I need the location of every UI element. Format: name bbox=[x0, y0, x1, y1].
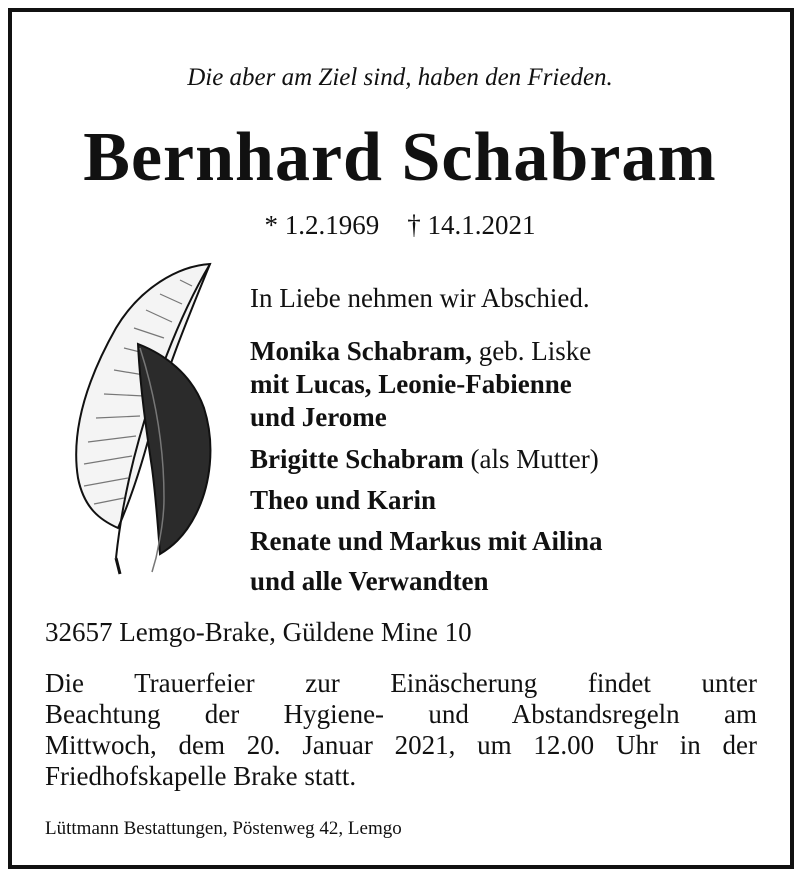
service-line: Friedhofskapelle Brake statt. bbox=[45, 761, 357, 791]
undertaker-line: Lüttmann Bestattungen, Pöstenweg 42, Lemgo bbox=[45, 818, 402, 839]
family-line-relatives bbox=[250, 566, 489, 597]
renate-markus-names: Renate und Markus mit Ailina bbox=[250, 526, 603, 556]
deceased-name: Bernhard Schabram bbox=[83, 119, 717, 196]
children-names-cont: und Jerome bbox=[250, 402, 387, 432]
children-names: mit Lucas, Leonie-Fabienne bbox=[250, 369, 572, 399]
family-address: 32657 Lemgo-Brake, Güldene Mine 10 bbox=[45, 617, 472, 647]
spouse-name: Monika Schabram, bbox=[250, 336, 473, 366]
family-line-mother bbox=[250, 444, 599, 475]
black-feather bbox=[138, 344, 210, 572]
farewell-line: In Liebe nehmen wir Abschied. bbox=[250, 283, 590, 313]
spouse-maiden-name: geb. Liske bbox=[472, 336, 592, 366]
family-line-theo-karin bbox=[250, 485, 436, 516]
service-line: Die Trauerfeier zur Einäscherung findet unter bbox=[45, 668, 757, 698]
mother-relation: (als Mutter) bbox=[463, 444, 599, 474]
family-line-children-cont bbox=[250, 402, 387, 433]
motto: Die aber am Ziel sind, haben den Frieden. bbox=[187, 64, 613, 91]
service-line: Mittwoch, dem 20. Januar 2021, um 12.00 Uhr in der bbox=[45, 730, 757, 760]
service-announcement bbox=[45, 668, 757, 792]
relatives-line: und alle Verwandten bbox=[250, 566, 489, 596]
theo-karin-names: Theo und Karin bbox=[250, 485, 437, 515]
birth-date: * 1.2.1969 bbox=[264, 210, 380, 240]
family-line-renate-markus bbox=[250, 526, 603, 557]
life-dates bbox=[0, 210, 800, 241]
family-line-children bbox=[250, 369, 572, 400]
mother-name: Brigitte Schabram bbox=[250, 444, 464, 474]
feather-illustration bbox=[60, 258, 220, 578]
death-date: † 14.1.2021 bbox=[407, 210, 536, 240]
family-line-spouse bbox=[250, 336, 591, 367]
service-line: Beachtung der Hygiene- und Abstandsregeln am bbox=[45, 699, 757, 729]
